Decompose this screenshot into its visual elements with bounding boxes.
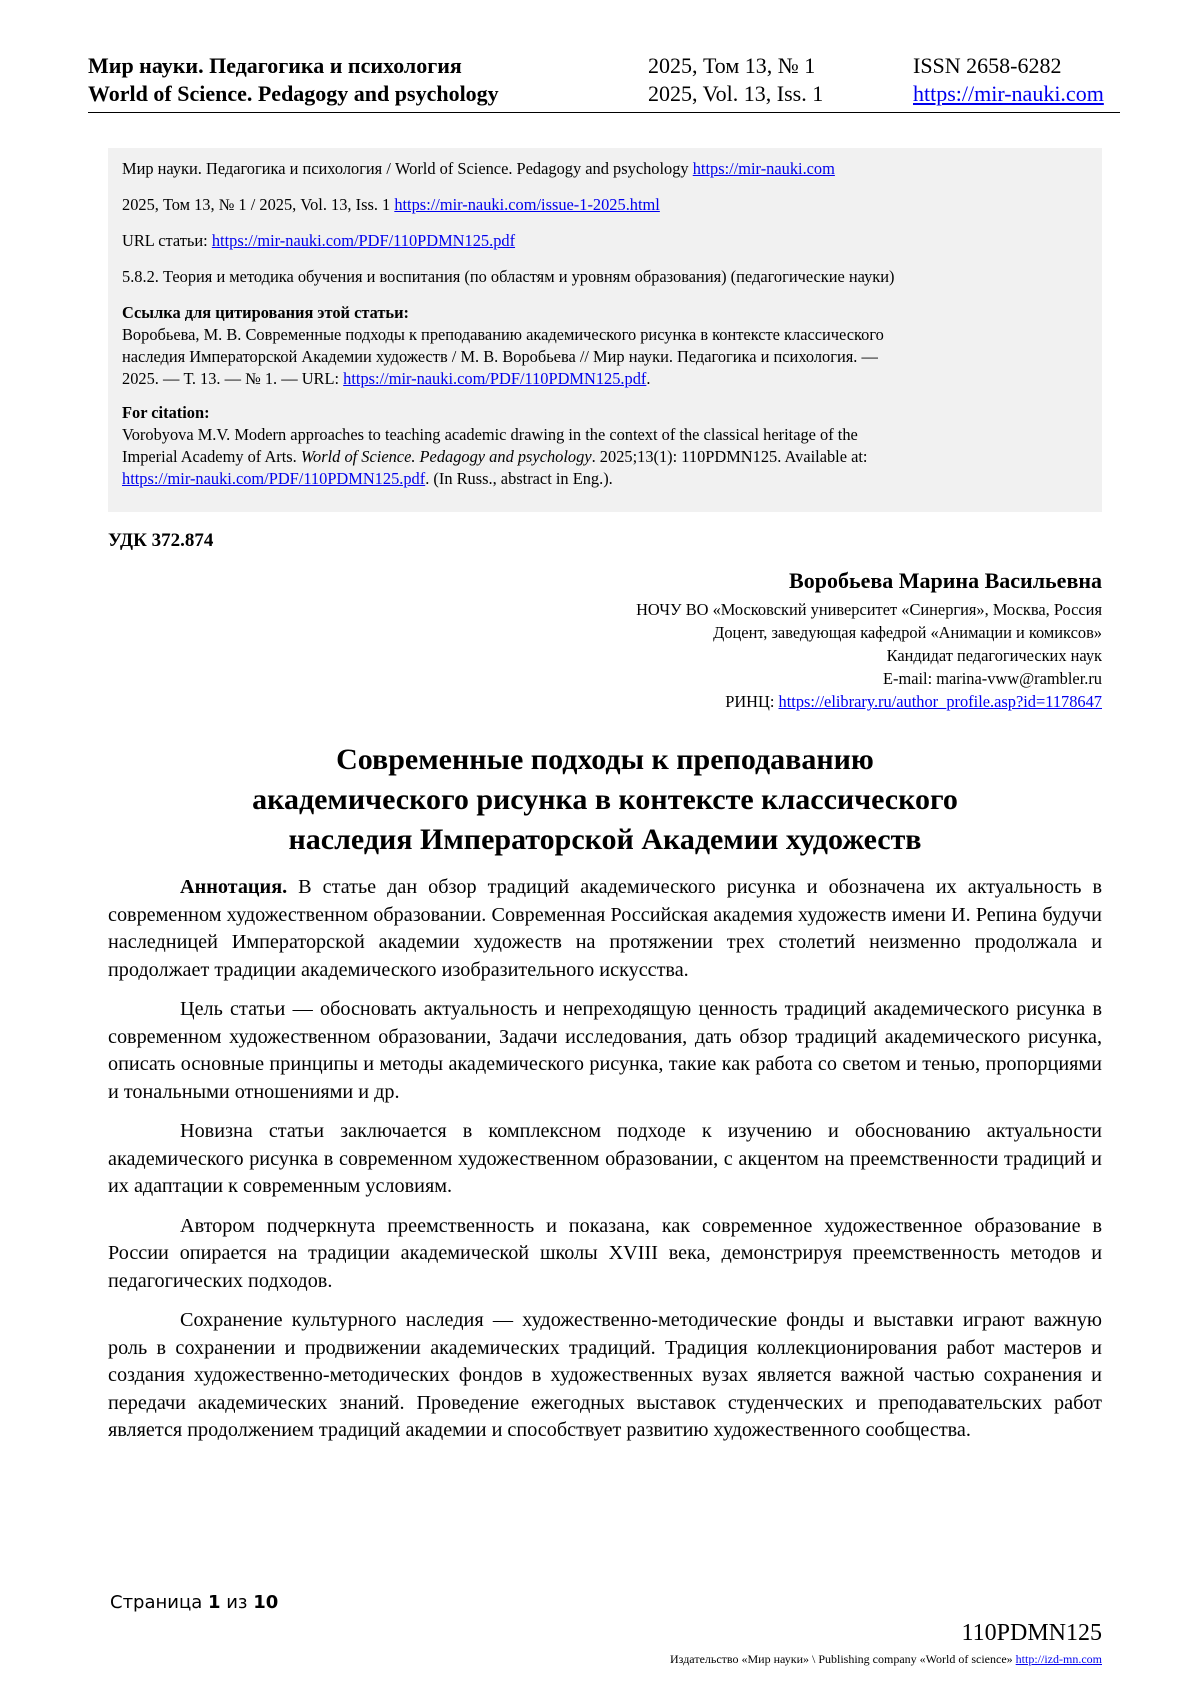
citebox-specialty-line: 5.8.2. Теория и методика обучения и воспитания (по областям и уровням образования) (педагогические науки)	[122, 267, 895, 286]
citebox-issue-line	[122, 194, 1088, 216]
citation-ru-line2: наследия Императорской Академии художеств / М. В. Воробьева // Мир науки. Педагогика и психология. —	[122, 347, 878, 366]
citation-ru-line3-text: 2025. — Т. 13. — № 1. — URL:	[122, 369, 344, 388]
citebox-article-link[interactable]: https://mir-nauki.com/PDF/110PDMN125.pdf	[211, 231, 516, 250]
page-number	[110, 1592, 278, 1613]
issue-ru: 2025, Том 13, № 1	[648, 53, 816, 78]
publisher-text: Издательство «Мир науки» \ Publishing company «World of science»	[670, 1652, 1016, 1666]
issue-info	[648, 52, 823, 108]
publisher-link[interactable]: http://izd-mn.com	[1015, 1652, 1102, 1666]
udk-code: УДК 372.874	[108, 530, 214, 551]
abstract-body	[108, 874, 1102, 1457]
citebox-url-label: URL статьи:	[122, 231, 212, 250]
citation-box	[108, 148, 1102, 512]
citebox-journal-text: Мир науки. Педагогика и психология / World of Science. Pedagogy and psychology	[122, 159, 693, 178]
abstract-label: Аннотация.	[180, 876, 288, 898]
abstract-paragraph-4: Автором подчеркнута преемственность и показана, как современное художественное образование в России опирается на традиции академической школы XVIII века, демонстрируя преемственность методов и педагогических подходов.	[108, 1214, 1102, 1292]
citation-ru-line1: Воробьева, М. В. Современные подходы к преподаванию академического рисунка в контексте классического	[122, 325, 884, 344]
citebox-url-line	[122, 230, 1088, 252]
author-block	[636, 566, 1102, 713]
citebox-journal-line	[122, 158, 1088, 180]
citation-en-heading: For citation:	[122, 403, 210, 422]
journal-name-ru: Мир науки. Педагогика и психология	[88, 53, 462, 78]
journal-name-en: World of Science. Pedagogy and psychology	[88, 81, 499, 106]
abstract-paragraph-1	[108, 874, 1102, 984]
citation-ru-end: .	[646, 369, 651, 388]
citation-en-line1: Vorobyova M.V. Modern approaches to teaching academic drawing in the context of the classical heritage of the	[122, 425, 858, 444]
citation-en-end: . (In Russ., abstract in Eng.).	[425, 469, 613, 488]
issn-block	[913, 52, 1104, 108]
citation-en-line2-text: Imperial Academy of Arts.	[122, 447, 301, 466]
citation-en-journal: World of Science. Pedagogy and psychology	[300, 447, 592, 466]
citation-ru-line3	[122, 368, 1088, 390]
title-line-3: наследия Императорской Академии художеств	[288, 823, 922, 856]
abstract-paragraph-2: Цель статьи — обосновать актуальность и непреходящую ценность традиций академического рисунка в современном художественном образовании, Задачи исследования, дать обзор традиций академического рисунка, описать основные принципы и методы академического рисунка, такие как работа со светом и тенью, пропорциями и тональными отношениями и др.	[108, 998, 1102, 1103]
citation-en-line2	[122, 446, 1088, 468]
page-mid: из	[220, 1592, 254, 1613]
page-prefix: Страница	[110, 1592, 208, 1613]
citation-en-line3	[122, 468, 1088, 490]
citation-en	[122, 402, 1088, 490]
citebox-journal-link[interactable]: https://mir-nauki.com	[692, 159, 835, 178]
journal-name	[88, 52, 499, 108]
site-link[interactable]: https://mir-nauki.com	[913, 81, 1104, 106]
rinc-label: РИНЦ:	[725, 692, 779, 711]
citation-ru	[122, 302, 1088, 390]
author-degree: Кандидат педагогических наук	[886, 646, 1102, 665]
citation-en-line2-end: . 2025;13(1): 110PDMN125. Available at:	[591, 447, 868, 466]
issn: ISSN 2658-6282	[913, 53, 1062, 78]
author-name: Воробьева Марина Васильевна	[789, 568, 1102, 593]
abstract-paragraph-5: Сохранение культурного наследия — художественно-методические фонды и выставки играют важную роль в сохранении и продвижении академических традиций. Традиция коллекционирования работ мастеров и создания художественно-методических фондов в художественных вузах является важной частью сохранения и передачи академических знаний. Проведение ежегодных выставок студенческих и преподавательских работ является продолжением традиций академии и способствует развитию художественного сообщества.	[108, 1309, 1102, 1441]
title-line-2: академического рисунка в контексте классического	[252, 783, 958, 816]
running-header	[88, 52, 1120, 113]
issue-en: 2025, Vol. 13, Iss. 1	[648, 81, 824, 106]
title-line-1: Современные подходы к преподаванию	[336, 743, 874, 776]
abstract-text-1: В статье дан обзор традиций академического рисунка и обозначена их актуальность в современном художественном образовании. Современная Российская академия художеств имени И. Репина будучи наследницей Императорской академии художеств на протяжении трех столетий неизменно продолжала и продолжает традиции академического изобразительного искусства.	[108, 876, 1102, 981]
page-total: 10	[253, 1592, 279, 1613]
citation-ru-link[interactable]: https://mir-nauki.com/PDF/110PDMN125.pdf	[343, 369, 647, 388]
citation-ru-heading: Ссылка для цитирования этой статьи:	[122, 303, 410, 322]
publisher-line	[670, 1652, 1102, 1667]
rinc-link[interactable]: https://elibrary.ru/author_profile.asp?id=1178647	[778, 692, 1102, 711]
citation-en-link[interactable]: https://mir-nauki.com/PDF/110PDMN125.pdf	[122, 469, 426, 488]
article-code: 110PDMN125	[961, 1620, 1102, 1646]
citebox-issue-link[interactable]: https://mir-nauki.com/issue-1-2025.html	[394, 195, 660, 214]
author-rinc	[636, 690, 1102, 713]
abstract-paragraph-3: Новизна статьи заключается в комплексном подходе к изучению и обоснованию актуальности академического рисунка в современном художественном образовании, с акцентом на преемственности традиций и их адаптации к современным условиям.	[108, 1120, 1102, 1197]
citebox-issue-text: 2025, Том 13, № 1 / 2025, Vol. 13, Iss. 1	[122, 195, 395, 214]
article-title	[108, 740, 1102, 860]
author-affiliation: НОЧУ ВО «Московский университет «Синергия», Москва, Россия	[636, 600, 1102, 619]
author-email: E-mail: marina-vww@rambler.ru	[883, 669, 1102, 688]
author-position: Доцент, заведующая кафедрой «Анимации и комиксов»	[713, 623, 1102, 642]
page-current: 1	[207, 1592, 221, 1613]
